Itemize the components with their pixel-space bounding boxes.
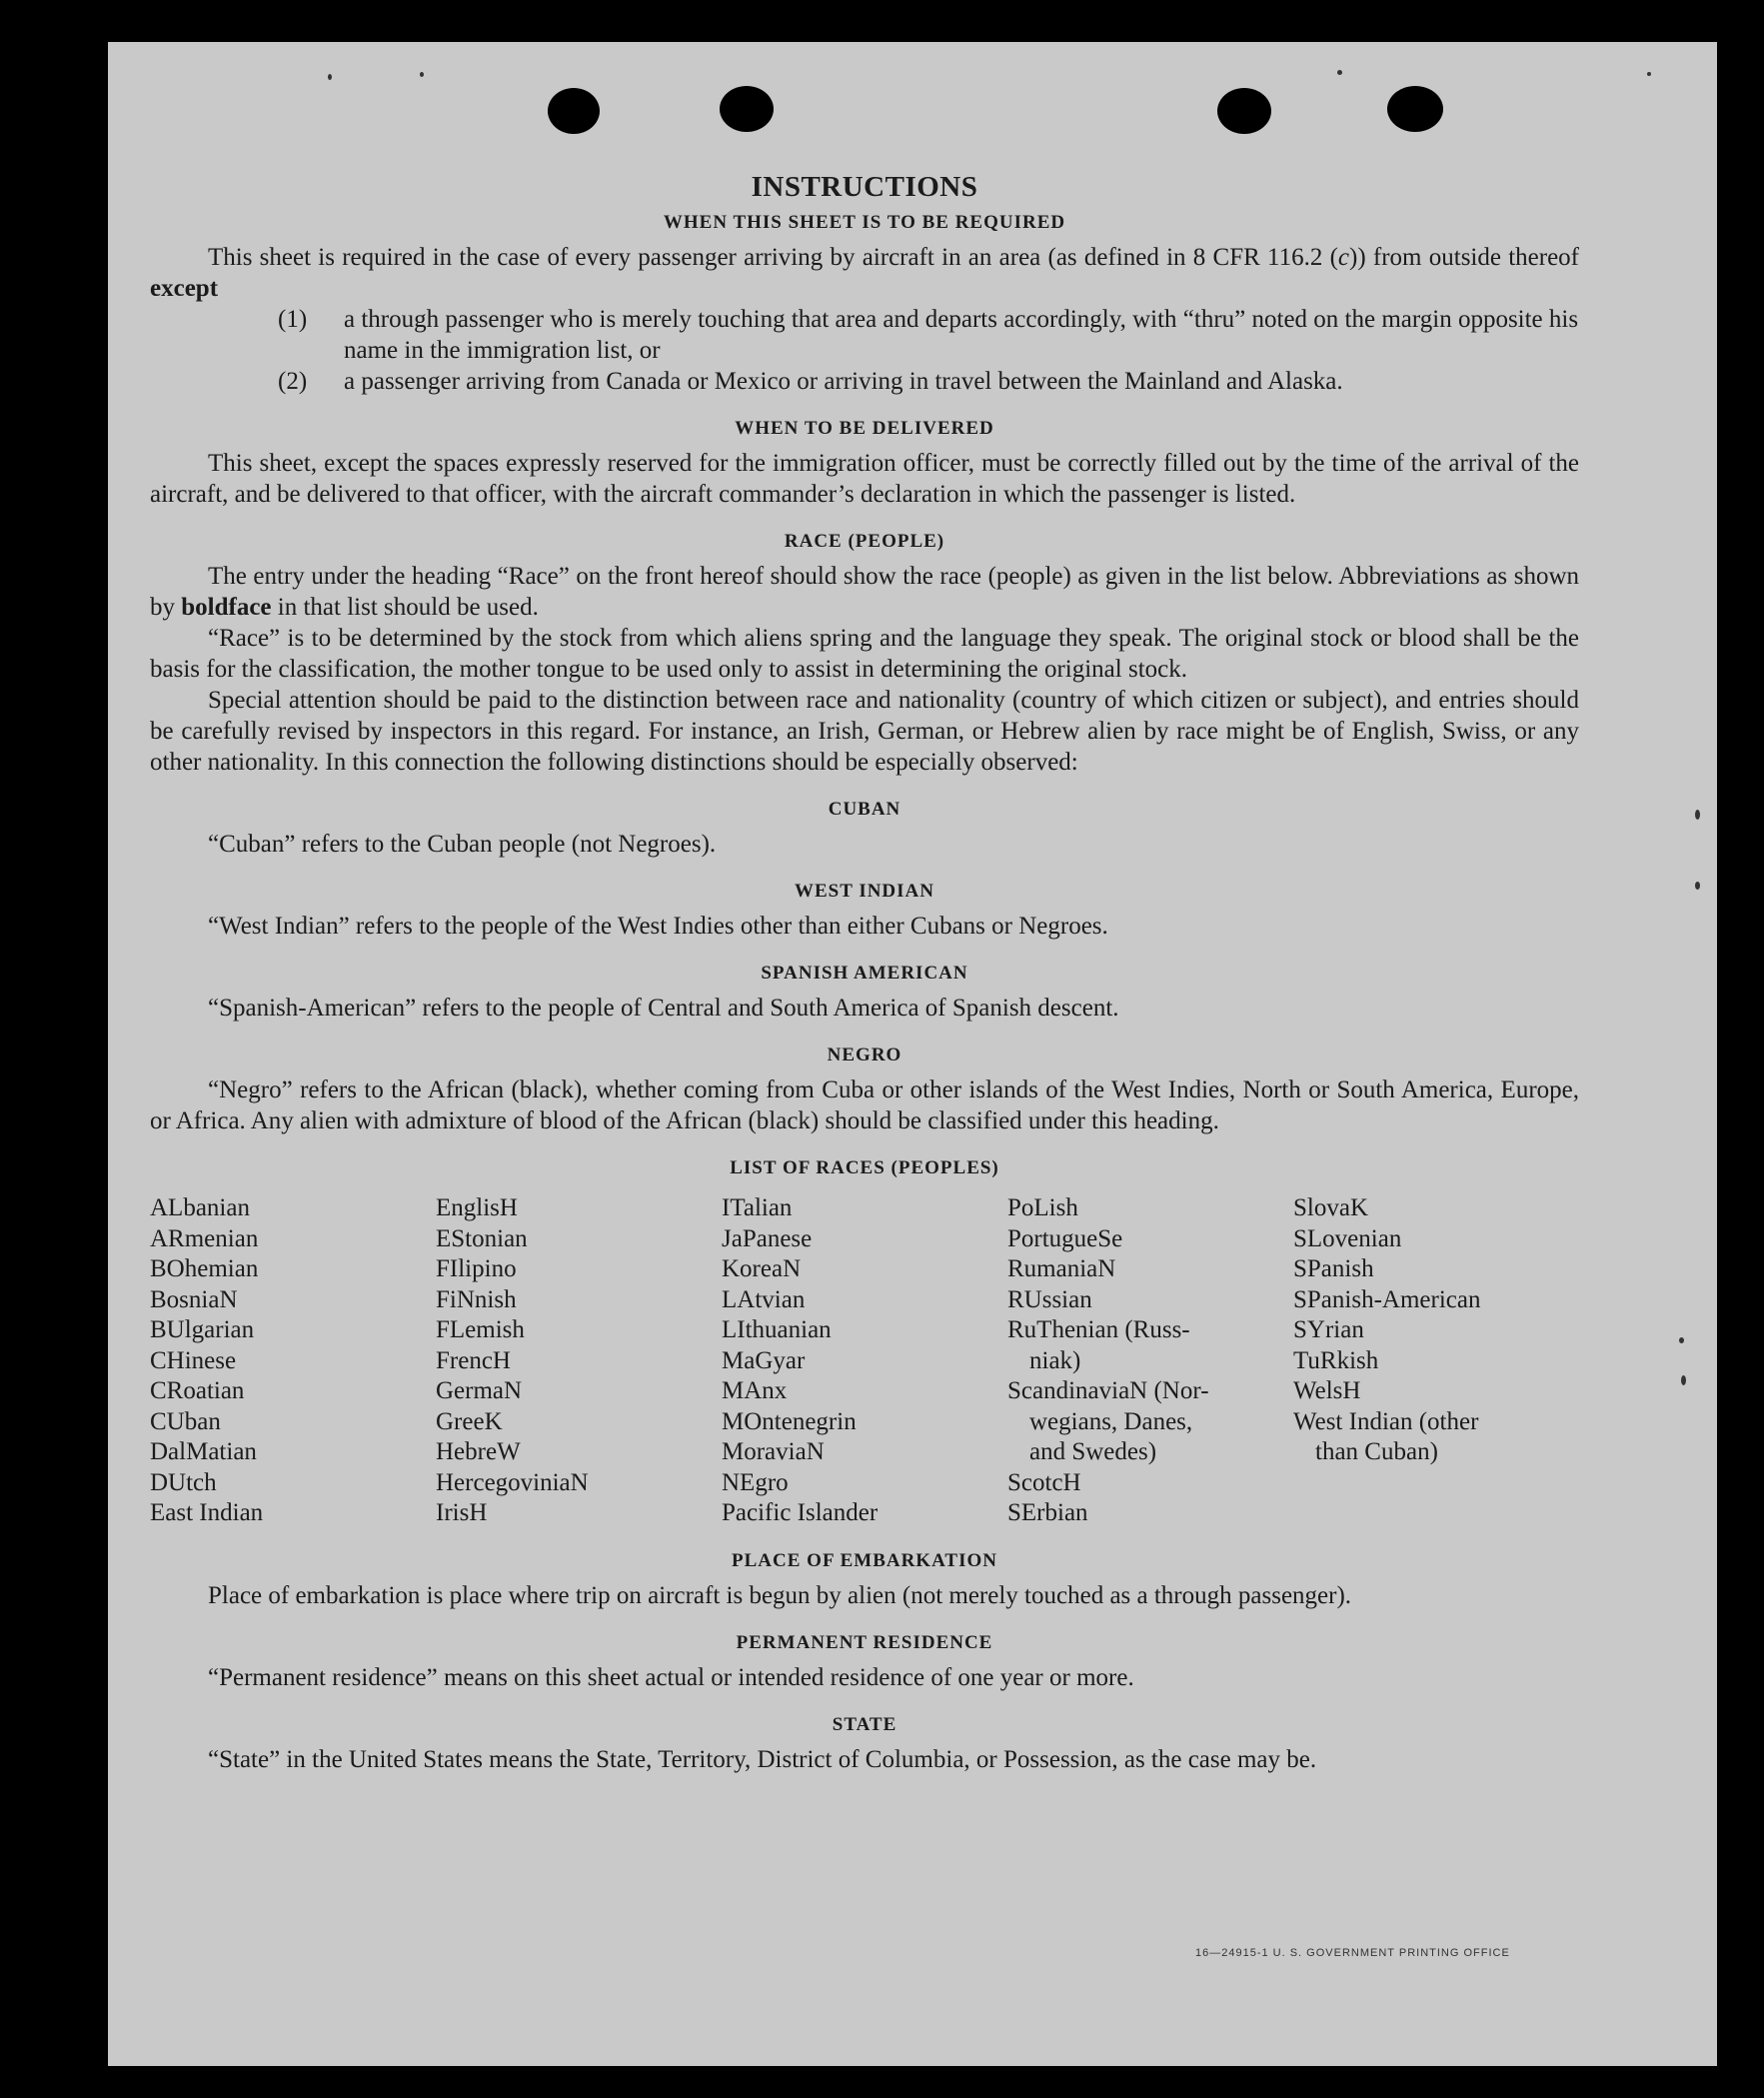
punch-hole — [1387, 86, 1443, 132]
item-number: (2) — [278, 368, 308, 395]
state-text: “State” in the United States means the State, Territory, District of Columbia, or Possession, as the case may be. — [208, 1745, 1317, 1773]
race-item: BosniaN — [150, 1285, 238, 1313]
race-item: EStonian — [436, 1224, 528, 1252]
race-item: CHinese — [150, 1346, 237, 1374]
section-heading-state: STATE — [832, 1713, 897, 1735]
race-item: CRoatian — [150, 1377, 245, 1404]
race-item: FIlipino — [436, 1255, 517, 1282]
punch-hole — [1217, 88, 1271, 134]
negro-text: “Negro” refers to the African (black), whether coming from Cuba or other islands of the West Indies, North or South America, Europe, or Africa. Any alien with admixture of blood of the African (black) should be classified under this heading. — [150, 1076, 1579, 1134]
race-paragraph-2: “Race” is to be determined by the stock from which aliens spring and the language they speak. The original stock or blood shall be the basis for the classification, the mother tongue to be used only to assist in determining the original stock. — [150, 625, 1579, 683]
race-item: GreeK — [436, 1407, 503, 1435]
speck — [1695, 810, 1700, 820]
section-heading-west-indian: WEST INDIAN — [795, 881, 934, 902]
race-item: HebreW — [436, 1438, 521, 1465]
instructions-content — [150, 172, 1579, 1775]
cuban-text: “Cuban” refers to the Cuban people (not Negroes). — [208, 831, 717, 858]
race-item: ScotcH — [1007, 1468, 1081, 1496]
races-column-4 — [1007, 1193, 1293, 1529]
printing-office-code: 16—24915-1 U. S. GOVERNMENT PRINTING OFFICE — [1195, 1947, 1510, 1959]
race-item: SLovenian — [1293, 1224, 1402, 1252]
race-item: SPanish — [1293, 1255, 1374, 1282]
spanish-american-text: “Spanish-American” refers to the people of Central and South America of Spanish descent. — [208, 995, 1119, 1022]
document-title: INSTRUCTIONS — [751, 171, 978, 203]
race-item: FLemish — [436, 1316, 525, 1343]
races-column-3 — [722, 1193, 1007, 1529]
item-text: a through passenger who is merely touching that area and departs accordingly, with “thru” noted on the margin opposite his name in the immigration list, or — [344, 306, 1579, 364]
race-item: ARmenian — [150, 1224, 259, 1252]
race-item: RUssian — [1007, 1285, 1092, 1313]
speck — [328, 74, 332, 80]
required-intro: This sheet is required in the case of every passenger arriving by aircraft in an area (as defined in 8 CFR 116.2 (c)) from outside thereof except — [150, 244, 1579, 302]
speck — [1681, 1375, 1686, 1385]
race-item: GermaN — [436, 1377, 523, 1404]
race-item: SlovaK — [1293, 1194, 1368, 1221]
race-item: KoreaN — [722, 1255, 802, 1282]
race-item: LAtvian — [722, 1285, 806, 1313]
race-item: FrencH — [436, 1346, 511, 1374]
race-item: MOntenegrin — [722, 1407, 857, 1435]
race-item: SErbian — [1007, 1499, 1088, 1526]
required-item-2 — [278, 366, 1579, 397]
race-item: Pacific Islander — [722, 1499, 879, 1526]
race-item: EnglisH — [436, 1194, 518, 1221]
section-heading-delivered: WHEN TO BE DELIVERED — [735, 418, 994, 439]
race-item: SYrian — [1293, 1316, 1364, 1343]
required-item-1 — [278, 304, 1579, 366]
race-item: HercegoviniaN — [436, 1468, 589, 1496]
punch-hole — [720, 86, 774, 132]
section-heading-races-list: LIST OF RACES (PEOPLES) — [730, 1157, 999, 1178]
item-number: (1) — [278, 306, 308, 333]
race-item: RumaniaN — [1007, 1255, 1116, 1282]
race-item: PoLish — [1007, 1194, 1078, 1221]
race-item: RuThenian (Russ- — [1007, 1316, 1190, 1343]
race-item-continuation: and Swedes) — [1029, 1438, 1157, 1465]
section-heading-embarkation: PLACE OF EMBARKATION — [732, 1549, 997, 1571]
races-column-5 — [1293, 1193, 1579, 1529]
speck — [1337, 70, 1342, 75]
race-paragraph-3: Special attention should be paid to the distinction between race and nationality (country of which citizen or subject), and entries should be carefully revised by inspectors in this regard. For instance, an Irish, German, or Hebrew alien by race might be of English, Swiss, or any other nationality. In this connection the following distinctions should be especially observed: — [150, 687, 1579, 776]
section-heading-cuban: CUBAN — [828, 799, 901, 820]
race-item-continuation: than Cuban) — [1315, 1438, 1438, 1465]
residence-text: “Permanent residence” means on this sheet actual or intended residence of one year or more. — [208, 1663, 1134, 1691]
section-heading-negro: NEGRO — [827, 1045, 902, 1065]
delivered-text: This sheet, except the spaces expressly reserved for the immigration officer, must be correctly filled out by the time of the arrival of the aircraft, and be delivered to that officer, with the aircraft commander’s declaration in which the passenger is listed. — [150, 450, 1579, 508]
race-item-continuation: niak) — [1029, 1346, 1081, 1374]
race-item-continuation: wegians, Danes, — [1029, 1407, 1193, 1435]
race-item: DalMatian — [150, 1438, 257, 1465]
race-item: West Indian (other — [1293, 1407, 1479, 1435]
races-column-1 — [150, 1193, 436, 1529]
race-item: IrisH — [436, 1499, 488, 1526]
race-item: PortugueSe — [1007, 1224, 1123, 1252]
west-indian-text: “West Indian” refers to the people of the West Indies other than either Cubans or Negroes. — [208, 913, 1108, 940]
speck — [1647, 72, 1651, 76]
race-item: ScandinaviaN (Nor- — [1007, 1377, 1209, 1404]
race-item: ITalian — [722, 1194, 793, 1221]
race-item: BUlgarian — [150, 1316, 255, 1343]
race-item: FiNnish — [436, 1285, 517, 1313]
speck — [1679, 1337, 1684, 1343]
race-item: MAnx — [722, 1377, 788, 1404]
race-item: NEgro — [722, 1468, 789, 1496]
race-paragraph-1: The entry under the heading “Race” on the front hereof should show the race (people) as given in the list below. Abbreviations as shown by boldface in that list should be used. — [150, 563, 1579, 621]
punch-hole — [548, 88, 600, 134]
race-item: LIthuanian — [722, 1316, 832, 1343]
race-item: East Indian — [150, 1499, 264, 1526]
section-heading-race: RACE (PEOPLE) — [784, 531, 945, 552]
section-heading-required: WHEN THIS SHEET IS TO BE REQUIRED — [663, 212, 1066, 233]
embarkation-text: Place of embarkation is place where trip on aircraft is begun by alien (not merely touched as a through passenger). — [208, 1581, 1352, 1609]
speck — [1695, 882, 1700, 890]
race-item: SPanish-American — [1293, 1285, 1481, 1313]
item-text: a passenger arriving from Canada or Mexico or arriving in travel between the Mainland and Alaska. — [344, 368, 1343, 395]
section-heading-residence: PERMANENT RESIDENCE — [736, 1631, 993, 1653]
races-list — [150, 1193, 1579, 1529]
race-item: DUtch — [150, 1468, 217, 1496]
section-heading-spanish-american: SPANISH AMERICAN — [761, 963, 968, 984]
race-item: MaGyar — [722, 1346, 806, 1374]
races-column-2 — [436, 1193, 722, 1529]
race-item: WelsH — [1293, 1377, 1361, 1404]
race-item: TuRkish — [1293, 1346, 1379, 1374]
speck — [420, 72, 424, 77]
race-item: JaPanese — [722, 1224, 813, 1252]
race-item: CUban — [150, 1407, 221, 1435]
race-item: ALbanian — [150, 1194, 250, 1221]
race-item: MoraviaN — [722, 1438, 825, 1465]
race-item: BOhemian — [150, 1255, 259, 1282]
